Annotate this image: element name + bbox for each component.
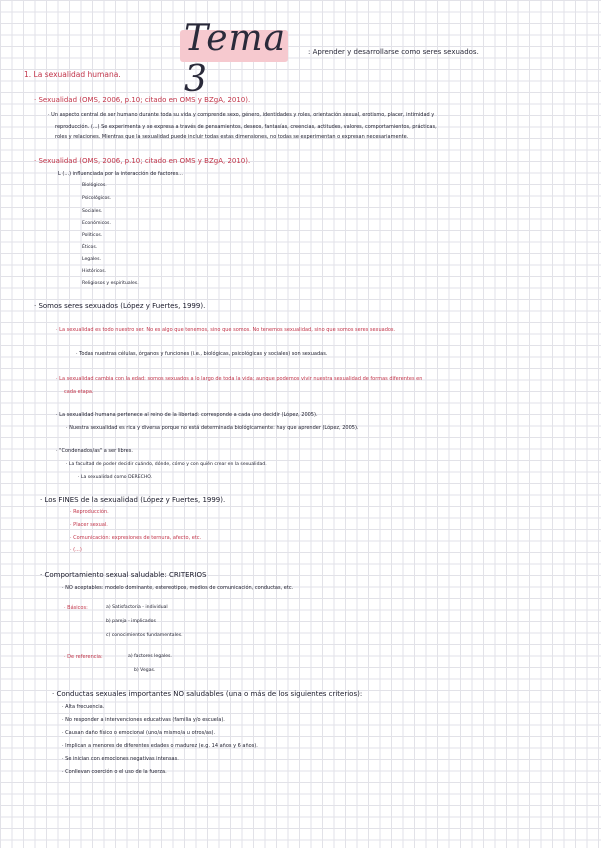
conductas-item: · Conllevan coerción o el uso de la fuerza. (62, 769, 167, 775)
factor-item: Legales. (82, 257, 101, 262)
conductas-heading: · Conductas sexuales importantes NO saludables (una o más de los siguientes criterios): (52, 690, 363, 698)
fines-heading: · Los FINES de la sexualidad (López y Fuertes, 1999). (40, 496, 226, 504)
factor-item: Sociales. (82, 209, 103, 214)
seres-p1: · La sexualidad es todo nuestro ser. No es algo que tenemos, sino que somos. No tenemos sexualidad, sino que somos seres sexuados. (56, 327, 396, 333)
def1-heading: · Sexualidad (OMS, 2006, p.10; citado en OMS y BZgA, 2010). (34, 96, 251, 104)
fines-item: · Comunicación: expresiones de ternura, afecto, etc. (70, 535, 202, 541)
page-subtitle: : Aprender y desarrollarse como seres sexuados. (308, 48, 479, 56)
factor-item: Políticos. (82, 233, 103, 238)
factor-item: Biológicos. (82, 183, 107, 188)
ref-item: a) factores legales. (128, 654, 172, 659)
seres-p4c: · La sexualidad como DERECHO. (78, 475, 153, 480)
basicos-item: b) pareja - implicados (106, 619, 156, 624)
comportamiento-heading: · Comportamiento sexual saludable: CRITERIOS (40, 571, 207, 579)
conductas-item: · Alta frecuencia. (62, 704, 105, 710)
page-title: Tema 3 (184, 18, 287, 100)
fines-item: · Reproducción. (70, 509, 109, 515)
basicos-item: c) conocimientos fundamentales. (106, 633, 183, 638)
def2-heading: · Sexualidad (OMS, 2006, p.10; citado en OMS y BZgA, 2010). (34, 157, 251, 165)
factor-item: Históricos. (82, 269, 107, 274)
seres-p1b: · Todas nuestras células, órganos y funciones (i.e., biológicas, psicológicas y sociales) son sexuadas. (76, 351, 328, 357)
conductas-item: · Causan daño físico o emocional (uno/a mismo/a u otros/as). (62, 730, 216, 736)
basicos-item: a) Satisfactoria - individual (106, 605, 168, 610)
ref-item: b) Vegas. (134, 668, 156, 673)
factor-item: Psicológicos. (82, 196, 112, 201)
seres-p4b: · La facultad de poder decidir cuándo, dónde, cómo y con quién crear en la sexualidad. (66, 462, 267, 467)
factor-item: Religiosos y espirituales. (82, 281, 139, 286)
def1-line3: roles y relaciones. Mientras que la sexualidad puede incluir todas estas dimensiones, no todas se experimentan o expresan necesariamente. (55, 134, 409, 140)
seres-p2a: · La sexualidad cambia con la edad: somos sexuados a lo largo de toda la vida; aunque podemos vivir nuestra sexualidad de formas diferentes en (56, 376, 423, 382)
factor-item: Económicos. (82, 221, 111, 226)
seres-p3b: · Nuestra sexualidad es rica y diversa porque no está determinada biológicamente: hay que aprender (López, 2005). (66, 425, 359, 431)
conductas-item: · No responder a intervenciones educativas (familia y/o escuela). (62, 717, 225, 723)
section-heading: 1. La sexualidad humana. (24, 70, 121, 79)
def1-line2: reproducción. (...) Se experimenta y se expresa a través de pensamientos, deseos, fantasías, creencias, actitudes, valores, comportamientos, prácticas, (55, 124, 437, 130)
seres-p3: · La sexualidad humana pertenece al reino de la libertad: corresponde a cada uno decidir (López, 2005). (56, 412, 318, 418)
factor-item: Éticos. (82, 245, 98, 250)
conductas-item: · Se inician con emociones negativas intensas. (62, 756, 179, 762)
def1-line1: · Un aspecto central de ser humano durante toda su vida y comprende sexo, género, identidades y roles, orientación sexual, erotismo, placer, intimidad y (48, 112, 435, 118)
ref-label: · De referencia: (64, 654, 103, 660)
basicos-label: · Básicos: (64, 605, 88, 611)
fines-item: · (...) (70, 547, 82, 553)
conductas-item: · Implican a menores de diferentes edades o madurez (e.g. 14 años y 6 años). (62, 743, 258, 749)
comportamiento-rejected: · NO aceptables: modelo dominante, estereotipos, medios de comunicación, conductas, etc. (62, 585, 294, 591)
seres-p2b: cada etapa. (64, 389, 94, 395)
fines-item: · Placer sexual. (70, 522, 108, 528)
seres-p4: · "Condenados/as" a ser libres. (56, 448, 133, 454)
def2-intro: L (...) influenciada por la interacción de factores... (58, 171, 183, 177)
seres-heading: · Somos seres sexuados (López y Fuertes, 1999). (34, 302, 206, 310)
